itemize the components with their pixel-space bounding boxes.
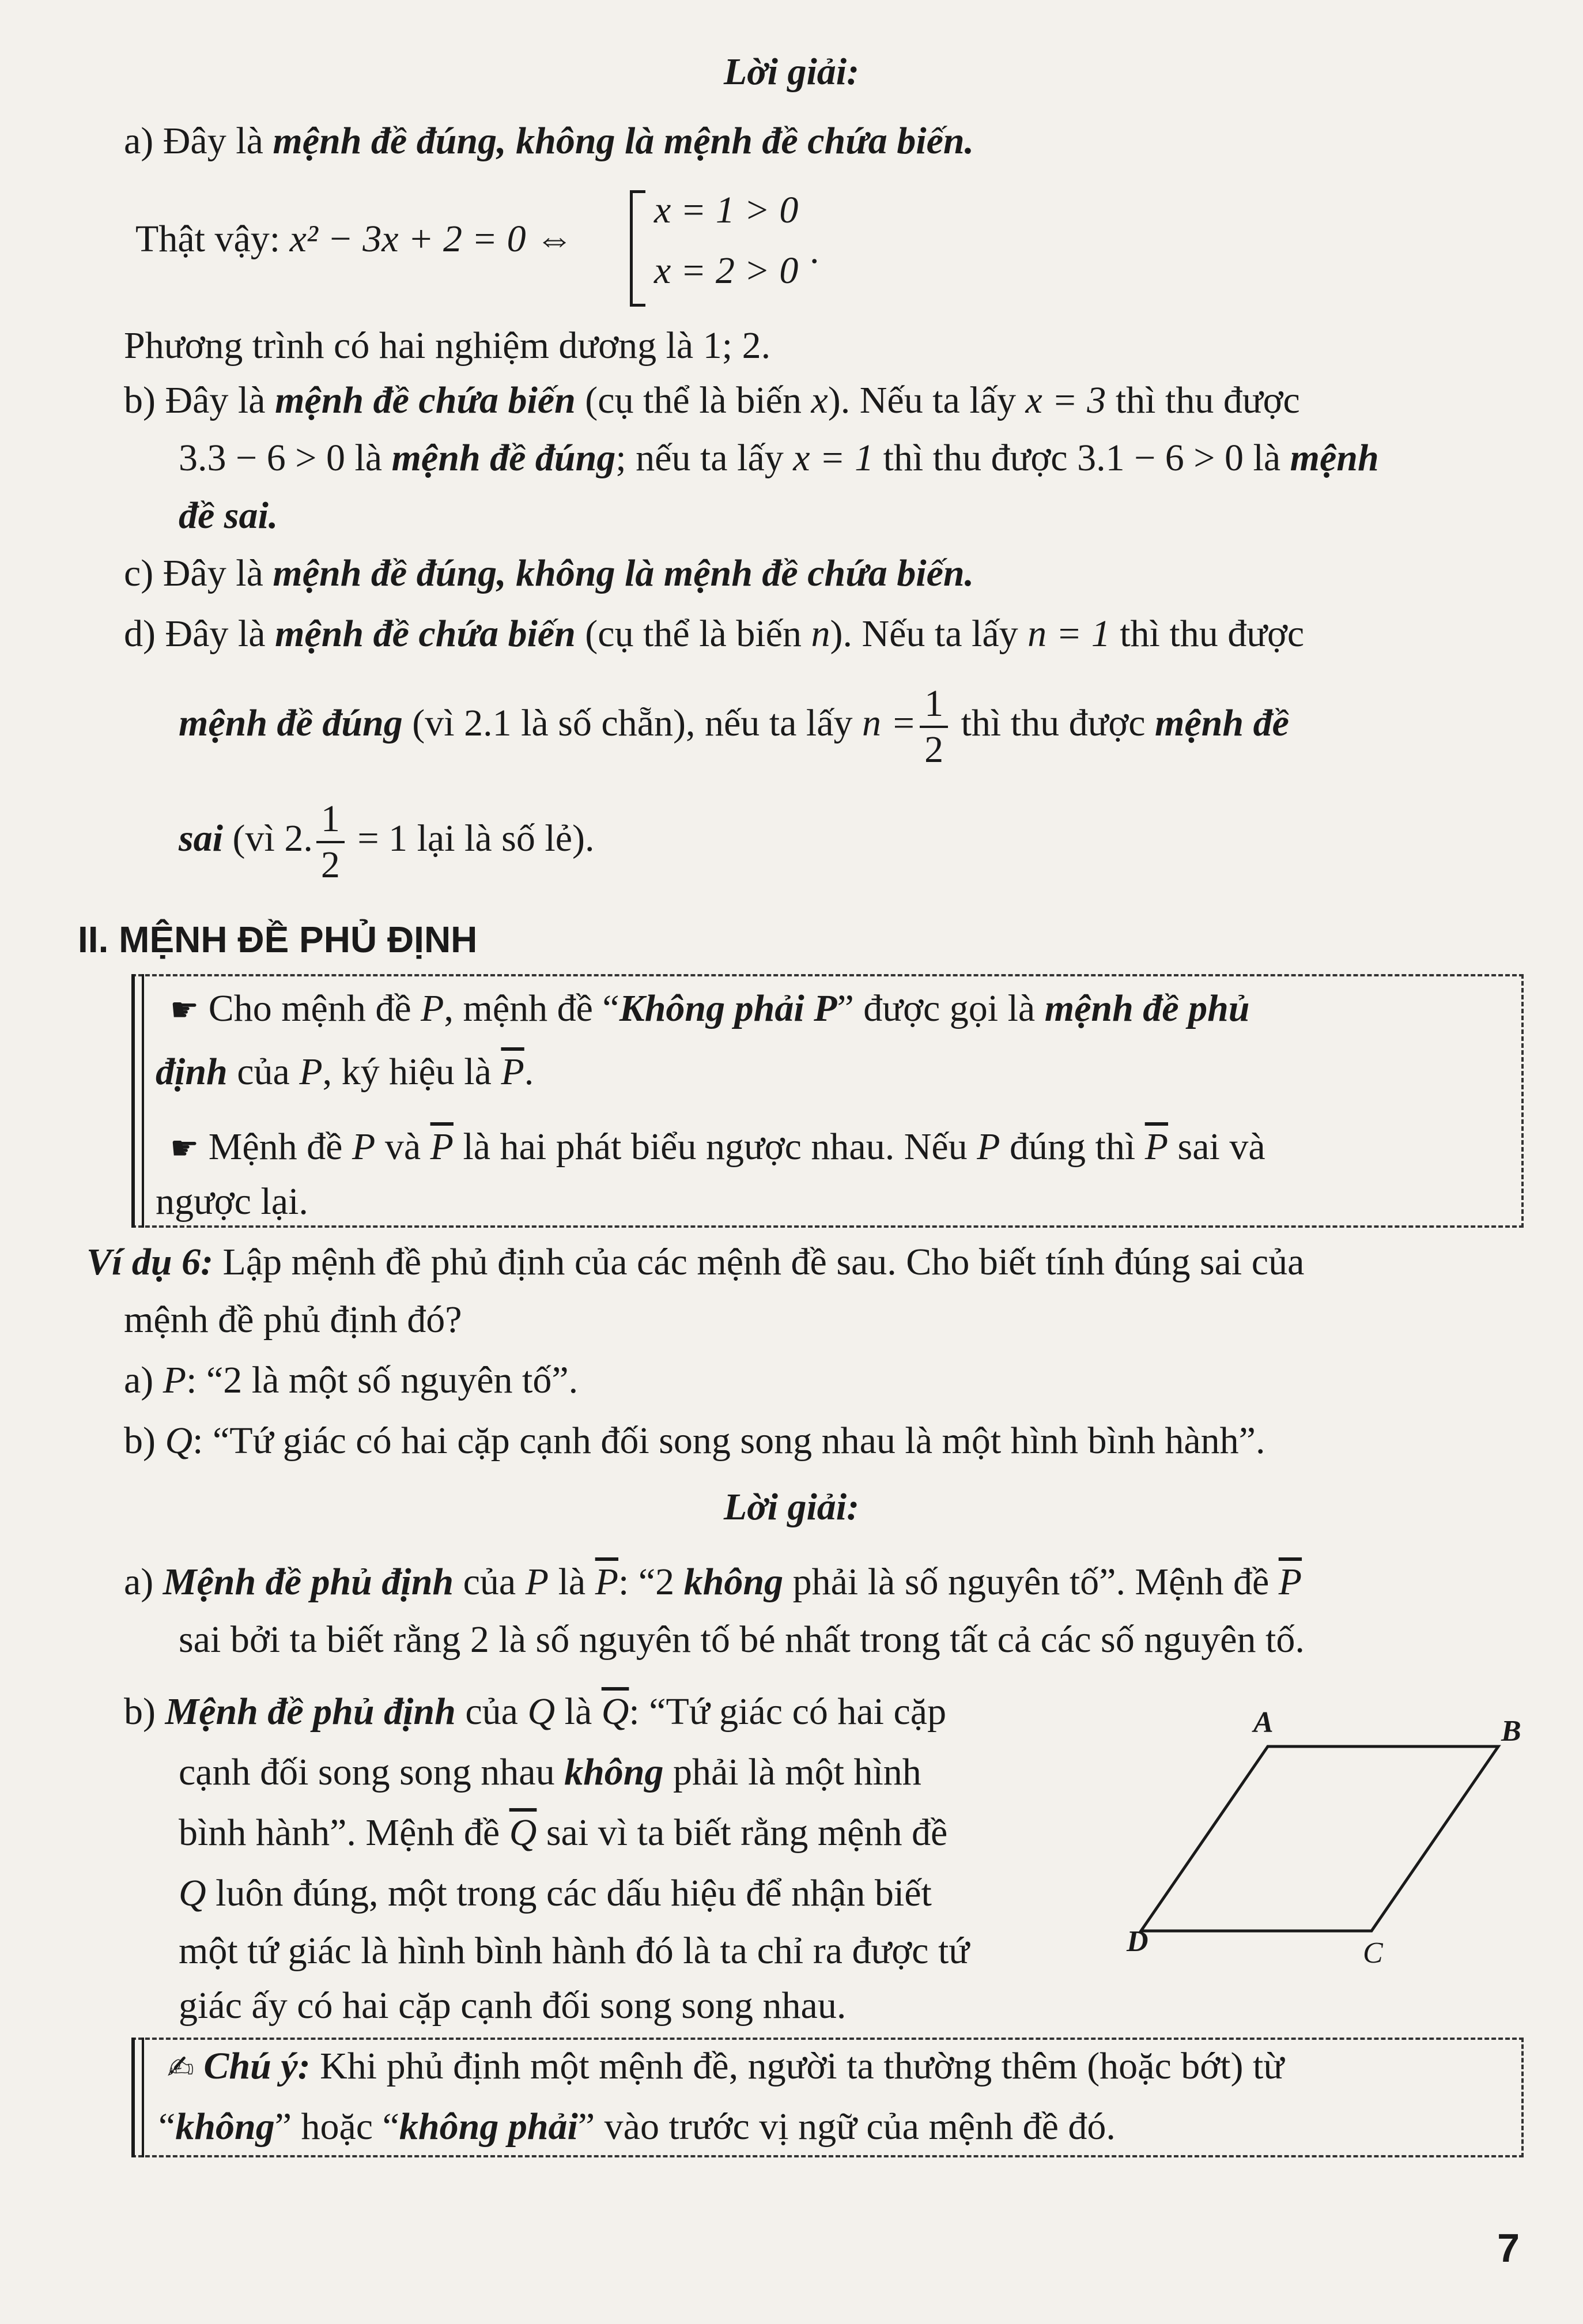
definition-1-line1: ☛ Cho mệnh đề P, mệnh đề “Không phải P” được gọi là mệnh đề phủ (170, 987, 1250, 1029)
solution-b-line1: b) Đây là mệnh đề chứa biến (cụ thể là biến x). Nếu ta lấy x = 3 thì thu được (124, 379, 1300, 421)
parallelogram-figure (1127, 1700, 1544, 1970)
system-bracket (630, 190, 645, 307)
solution-2-b-line6: giác ấy có hai cặp cạnh đối song song nhau. (179, 1985, 847, 2027)
solution-2-a-line1: a) Mệnh đề phủ định của P là $\overline{P}$: “2 không phải là số nguyên tố”. Mệnh đề $\overline{P}$ (124, 1561, 1302, 1603)
case-1: x = 1 > 0 (654, 189, 799, 231)
fraction-one-half: $\frac{1}{2}$ (316, 797, 345, 887)
solution-c-line: c) Đây là mệnh đề đúng, không là mệnh đề chứa biến. (124, 552, 974, 594)
parallelogram-abcd (1141, 1746, 1498, 1931)
case-end: . (810, 229, 819, 271)
solution-b-line3: đề sai. (179, 495, 278, 537)
solution-d-line2: mệnh đề đúng (vì 2.1 là số chẵn), nếu ta lấy n = $\frac{1}{2}$ thì thu được mệnh đề (179, 682, 1289, 771)
example-6-a: a) P: “2 là một số nguyên tố”. (124, 1359, 579, 1401)
solution-b-line2: 3.3 − 6 > 0 là mệnh đề đúng; nếu ta lấy x = 1 thì thu được 3.1 − 6 > 0 là mệnh (179, 437, 1379, 479)
fraction-one-half: $\frac{1}{2}$ (920, 682, 948, 772)
solution-2-b-line2: cạnh đối song song nhau không phải là một hình (179, 1751, 921, 1793)
solution-a-proof: Thật vậy: x² − 3x + 2 = 0 ⇔ (135, 218, 574, 260)
solution-2-b-line3: bình hành”. Mệnh đề $\overline{Q}$ sai vì ta biết rằng mệnh đề (179, 1812, 948, 1854)
note-line2: “không” hoặc “không phải” vào trước vị ngữ của mệnh đề đó. (158, 2106, 1116, 2148)
example-6-line1: Ví dụ 6: Lập mệnh đề phủ định của các mệnh đề sau. Cho biết tính đúng sai của (86, 1241, 1305, 1283)
pointing-hand-icon: ☛ (170, 991, 199, 1029)
vertex-label-b: B (1501, 1715, 1521, 1748)
example-6-line2: mệnh đề phủ định đó? (124, 1299, 462, 1341)
pointing-hand-icon: ☛ (170, 1130, 199, 1167)
case-2: x = 2 > 0 (654, 250, 799, 292)
note-line1: ✍ Chú ý: Khi phủ định một mệnh đề, người ta thường thêm (hoặc bớt) từ (167, 2045, 1284, 2087)
solution-2-b-line4: Q luôn đúng, một trong các dấu hiệu để nhận biết (179, 1872, 932, 1914)
solution-d-line1: d) Đây là mệnh đề chứa biến (cụ thể là biến n). Nếu ta lấy n = 1 thì thu được (124, 613, 1305, 655)
box-left-rule (131, 974, 135, 1228)
section-heading: II. MỆNH ĐỀ PHỦ ĐỊNH (78, 919, 478, 960)
vertex-label-d: D (1127, 1925, 1148, 1958)
box-left-rule-inner (142, 974, 144, 1228)
solution-2-b-line1: b) Mệnh đề phủ định của Q là $\overline{Q}$: “Tứ giác có hai cặp (124, 1691, 947, 1733)
definition-2-line1: ☛ Mệnh đề P và $\overline{P}$ là hai phát biểu ngược nhau. Nếu P đúng thì $\overline{P}$ sai và (170, 1126, 1265, 1168)
definition-1-line2: định của P, ký hiệu là $\overline{P}$. (156, 1051, 534, 1093)
vertex-label-a: A (1253, 1706, 1274, 1739)
solution-title: Lời giải: (723, 51, 860, 93)
solution-2-b-line5: một tứ giác là hình bình hành đó là ta chỉ ra được tứ (179, 1930, 970, 1972)
example-6-b: b) Q: “Tứ giác có hai cặp cạnh đối song song nhau là một hình bình hành”. (124, 1420, 1265, 1462)
writing-hand-icon: ✍ (167, 2049, 194, 2087)
solution-2-title: Lời giải: (723, 1486, 860, 1528)
page-number: 7 (1497, 2225, 1520, 2270)
solution-d-line3: sai (vì 2. $\frac{1}{2}$ = 1 lại là số lẻ). (179, 797, 595, 886)
vertex-label-c: C (1363, 1937, 1383, 1970)
roots-line: Phương trình có hai nghiệm dương là 1; 2. (124, 325, 771, 367)
solution-a-line: a) Đây là mệnh đề đúng, không là mệnh đề chứa biến. (124, 120, 974, 162)
box-left-rule (131, 2038, 135, 2157)
solution-2-a-line2: sai bởi ta biết rằng 2 là số nguyên tố bé nhất trong tất cả các số nguyên tố. (179, 1618, 1305, 1661)
box-left-rule-inner (142, 2038, 144, 2157)
definition-2-line2: ngược lại. (156, 1180, 308, 1223)
